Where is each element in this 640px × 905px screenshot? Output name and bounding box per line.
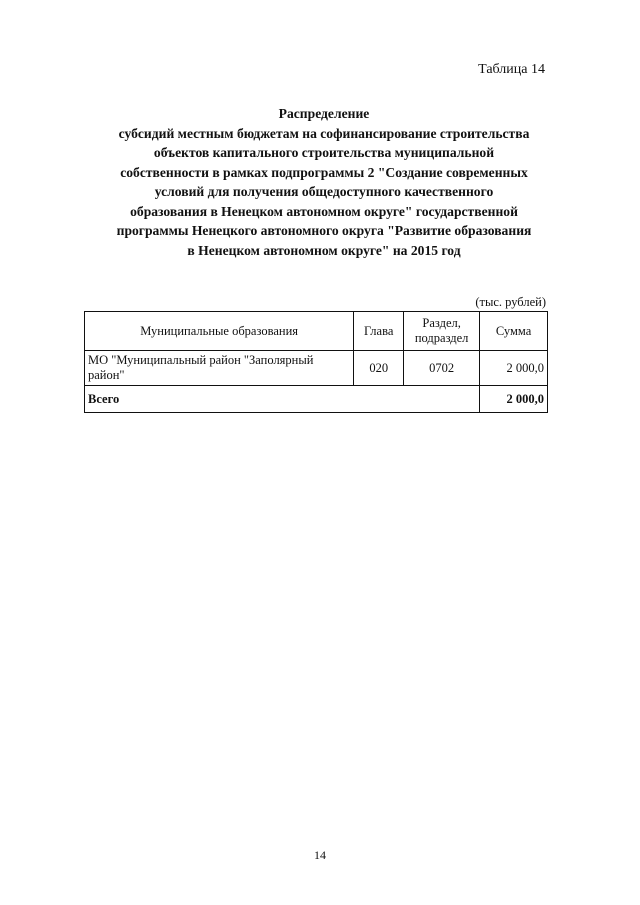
header-section [404, 312, 480, 351]
header-section-line1: Раздел, [422, 316, 461, 330]
total-label: Всего [85, 386, 480, 413]
table-row [85, 351, 548, 386]
title-line: в Ненецком автономном округе" на 2015 год [187, 242, 461, 258]
total-row [85, 386, 548, 413]
header-sum: Сумма [480, 312, 548, 351]
title-line: собственности в рамках подпрограммы 2 "Создание современных [120, 164, 528, 180]
header-section-line2: подраздел [414, 331, 469, 345]
table-number: Таблица 14 [478, 62, 545, 77]
cell-municipality: МО "Муниципальный район "Заполярный район" [85, 351, 354, 386]
header-municipality: Муниципальные образования [85, 312, 354, 351]
title-line: субсидий местным бюджетам на софинансирование строительства [118, 125, 530, 141]
title-line: программы Ненецкого автономного округа "Развитие образования [116, 223, 532, 238]
title-line: объектов капитального строительства муниципальной [153, 145, 495, 160]
title-line: Распределение [278, 106, 370, 121]
table-header-row [85, 312, 548, 351]
title-line: условий для получения общедоступного качественного [154, 184, 494, 199]
total-sum: 2 000,0 [480, 386, 548, 413]
distribution-table [84, 311, 548, 413]
cell-section: 0702 [404, 351, 480, 386]
document-title [76, 104, 572, 260]
units-label: (тыс. рублей) [475, 295, 546, 309]
cell-sum: 2 000,0 [480, 351, 548, 386]
header-chapter: Глава [354, 312, 404, 351]
cell-chapter: 020 [354, 351, 404, 386]
title-line: образования в Ненецком автономном округе" государственной [130, 203, 518, 219]
page-number: 14 [314, 848, 326, 862]
